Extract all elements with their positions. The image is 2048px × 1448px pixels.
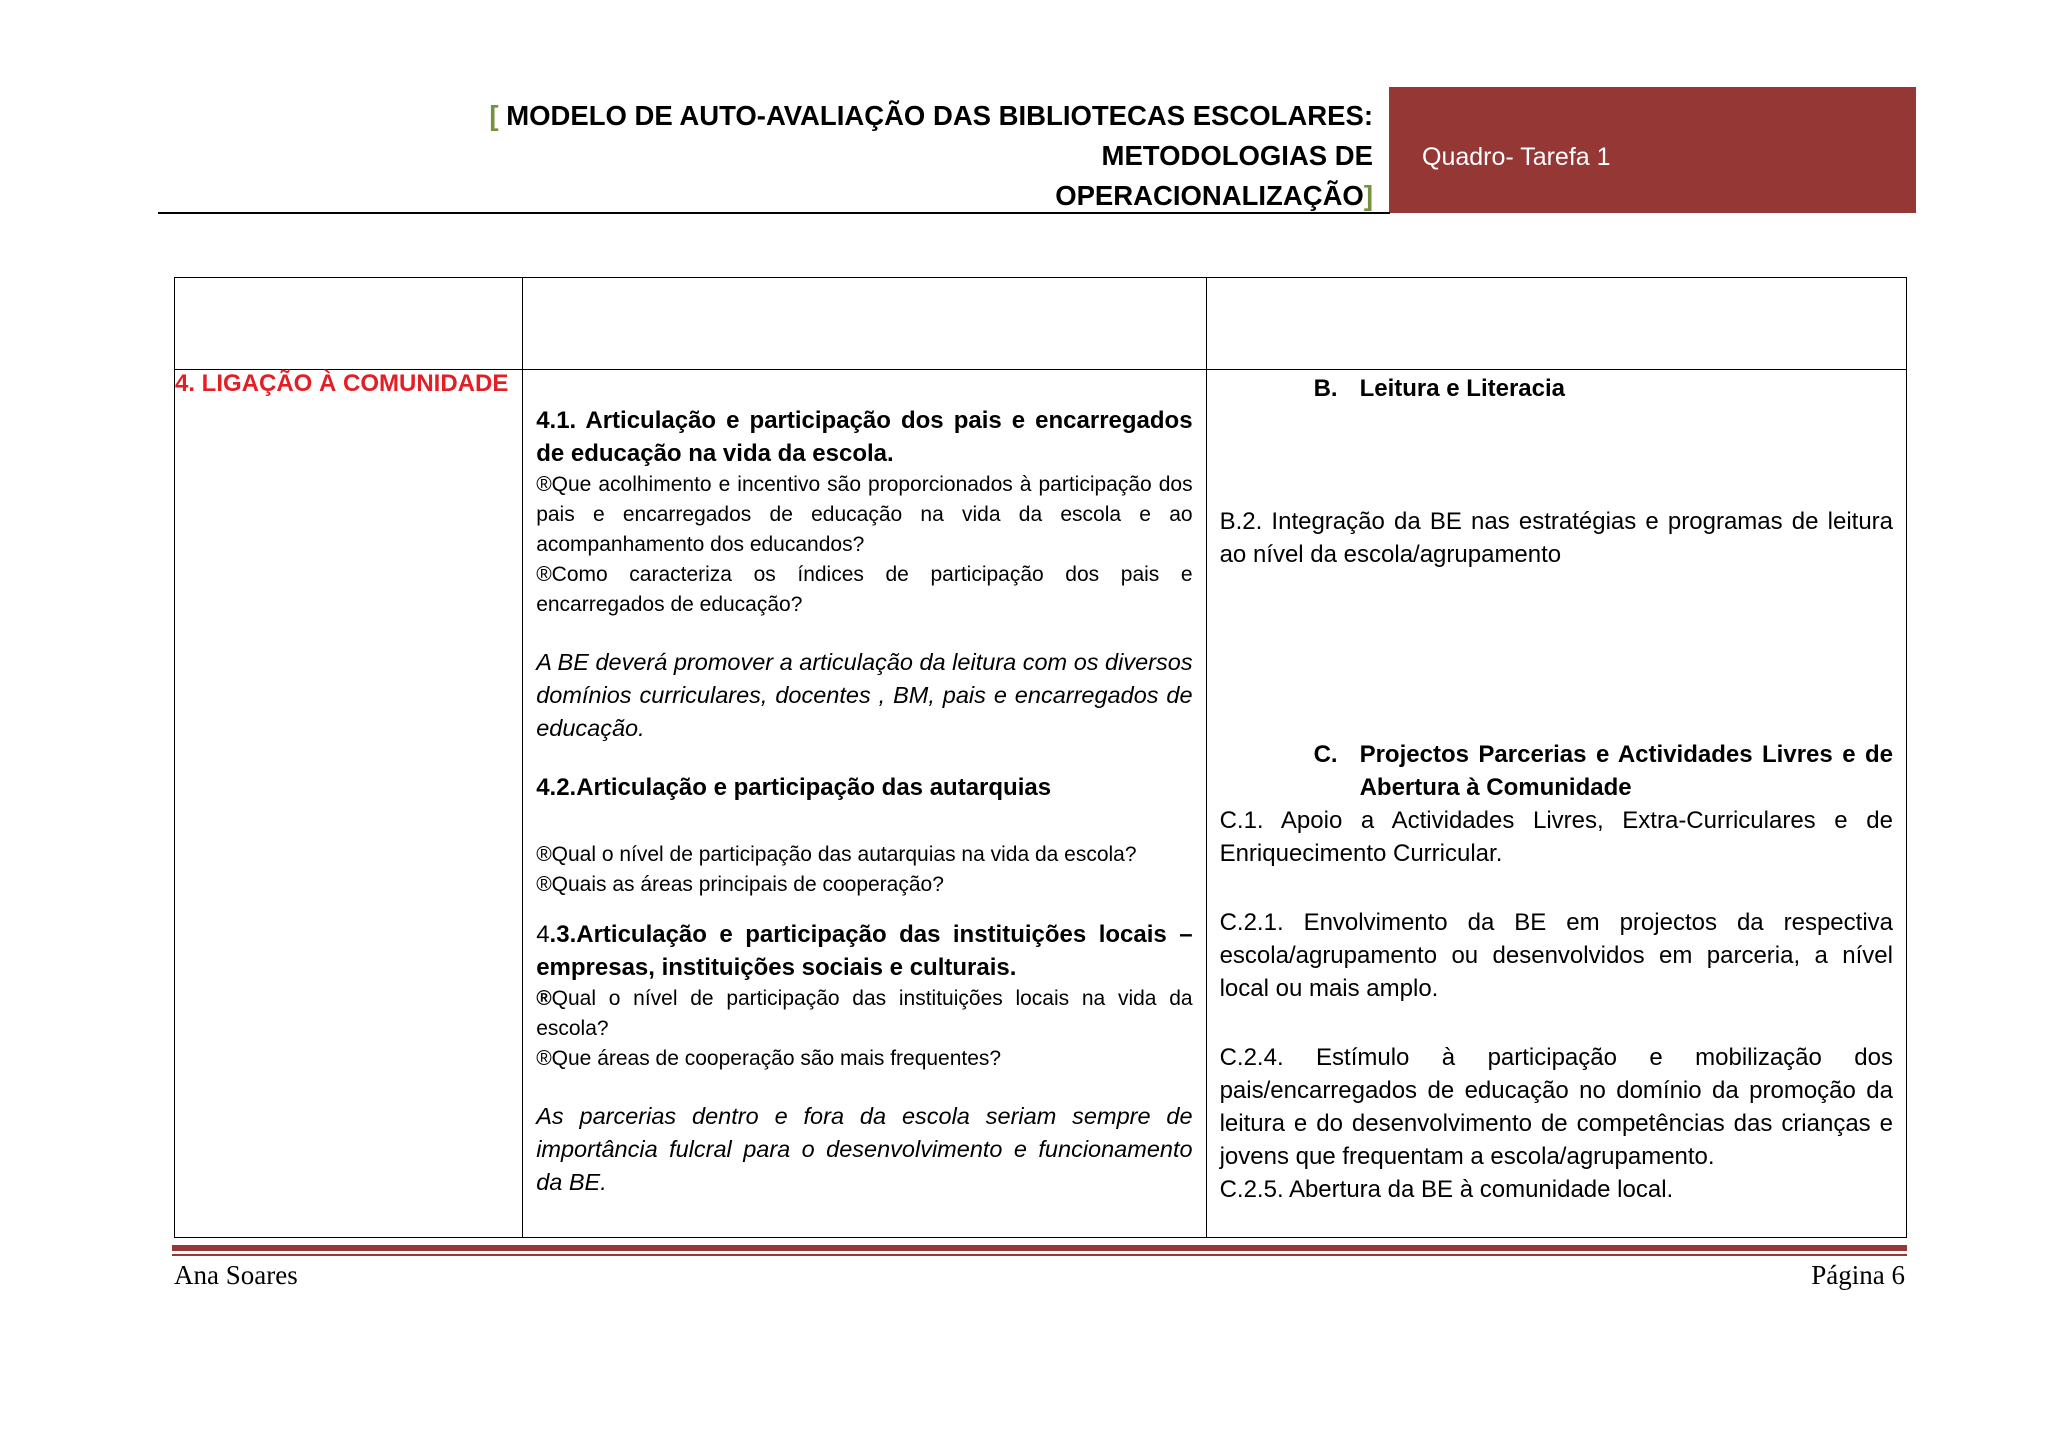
footer-author: Ana Soares [174, 1260, 298, 1290]
footer-rule-thick [172, 1245, 1907, 1251]
heading-4-3 [536, 918, 1192, 984]
header-title-line1 [330, 96, 1373, 176]
right-cell [1206, 370, 1906, 1238]
question-4-3-b: ®Que áreas de cooperação são mais frequentes? [536, 1047, 1002, 1070]
question-4-3-a-mark: ® [536, 987, 552, 1010]
header-band [1389, 87, 1916, 213]
list-heading-b [1220, 372, 1893, 405]
list-heading-c-letter: C. [1313, 741, 1338, 768]
item-b2: B.2. Integração da BE nas estratégias e programas de leitura ao nível da escola/agrupamento [1219, 508, 1893, 568]
table-cell-empty-1 [175, 278, 523, 370]
table-cell-empty-2 [523, 278, 1206, 370]
list-heading-c-text: Projectos Parcerias e Actividades Livres e de Abertura à Comunidade [1359, 741, 1893, 801]
header-bracket-close: ] [1363, 180, 1373, 211]
footer-rule-thin [172, 1254, 1907, 1256]
table-cell-empty-3 [1206, 278, 1906, 370]
question-4-1-b: ®Como caracteriza os índices de participação dos pais e encarregados de educação? [536, 563, 1193, 616]
footer-page-number: Página 6 [1811, 1260, 1905, 1290]
section-cell [175, 370, 523, 1238]
question-4-2-b: ®Quais as áreas principais de cooperação? [536, 873, 944, 896]
question-4-1-a: ®Que acolhimento e incentivo são proporcionados à participação dos pais e encarregados de educação na vida da escola e ao acompanhamento dos educandos? [536, 473, 1193, 556]
header-band-text: Quadro- Tarefa 1 [1422, 143, 1611, 171]
note-4-1: A BE deverá promover a articulação da leitura com os diversos domínios curriculares, docentes , BM, pais e encarregados de educação. [536, 649, 1193, 741]
question-4-3-a [536, 984, 1192, 1044]
header-title-line2-text: OPERACIONALIZAÇÃO [1055, 180, 1364, 211]
section-title: 4. LIGAÇÃO À COMUNIDADE [175, 370, 509, 397]
item-c2-4: C.2.4. Estímulo à participação e mobilização dos pais/encarregados de educação no domínio da promoção da leitura e do desenvolvimento de competências das crianças e jovens que frequentam a escola/agrupamento. [1219, 1044, 1893, 1170]
middle-cell [523, 370, 1206, 1238]
list-heading-c [1220, 738, 1893, 804]
heading-4-2: 4.2.Articulação e participação das autarquias [536, 774, 1052, 801]
table-row-empty [175, 278, 1907, 370]
header-rule [158, 212, 1390, 214]
header-title-line2 [330, 176, 1373, 216]
document-header-title [330, 96, 1373, 216]
list-heading-b-text: Leitura e Literacia [1359, 375, 1565, 402]
table-row-main [175, 370, 1907, 1238]
item-c2-5: C.2.5. Abertura da BE à comunidade local. [1219, 1176, 1674, 1203]
question-4-3-a-text: Qual o nível de participação das instituições locais na vida da escola? [536, 987, 1193, 1040]
item-c2-1: C.2.1. Envolvimento da BE em projectos da respectiva escola/agrupamento ou desenvolvidos em parceria, a nível local ou mais amplo. [1219, 909, 1893, 1002]
header-title-line1-text: MODELO DE AUTO-AVALIAÇÃO DAS BIBLIOTECAS ESCOLARES: METODOLOGIAS DE [506, 100, 1373, 171]
list-heading-b-letter: B. [1313, 375, 1338, 402]
heading-4-1: 4.1. Articulação e participação dos pais e encarregados de educação na vida da escola. [536, 407, 1193, 467]
content-table [174, 277, 1907, 1238]
heading-4-3-text: .3.Articulação e participação das instituições locais – empresas, instituições sociais e culturais. [536, 921, 1193, 981]
heading-4-3-number: 4 [536, 921, 550, 948]
header-bracket-open: [ [489, 100, 499, 131]
question-4-2-a: ®Qual o nível de participação das autarquias na vida da escola? [536, 843, 1137, 866]
item-c1: C.1. Apoio a Actividades Livres, Extra-Curriculares e de Enriquecimento Curricular. [1219, 807, 1893, 867]
note-4-3: As parcerias dentro e fora da escola seriam sempre de importância fulcral para o desenvolvimento e funcionamento da BE. [536, 1103, 1193, 1195]
